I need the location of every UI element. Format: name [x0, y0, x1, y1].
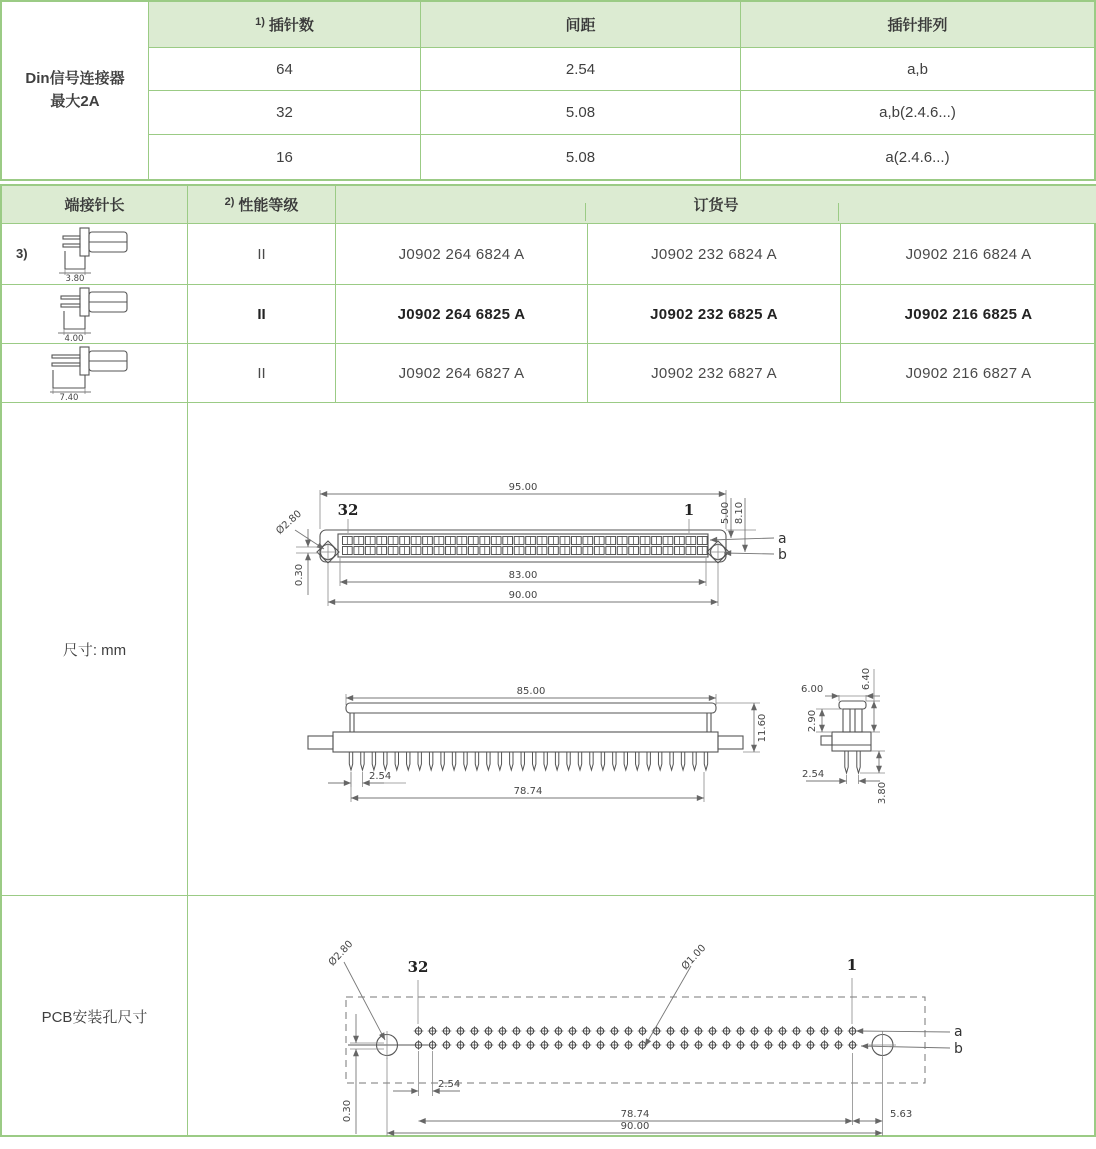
- header-pin-count: 1) 插针数: [148, 2, 420, 47]
- pcb-pin32-label: 32: [407, 958, 429, 976]
- dim-78-74: 78.74: [513, 786, 543, 797]
- footnote-3: 3): [16, 246, 28, 261]
- header-arrangement: 插针排列: [740, 2, 1094, 47]
- svg-text:7.40: 7.40: [59, 393, 78, 402]
- product-name-line1: Din信号连接器: [25, 70, 125, 87]
- pins-value: 16: [148, 134, 420, 179]
- order-number: J0902 264 6825 A: [335, 285, 587, 343]
- pcb-dim-90: 90.00: [620, 1121, 650, 1132]
- order-row: [2, 284, 1096, 343]
- pin-length-drawing-cell: [2, 224, 187, 284]
- order-number: J0902 216 6824 A: [840, 224, 1096, 284]
- end-view-pins: [845, 751, 860, 773]
- pcb-pin1-label: 1: [846, 956, 858, 974]
- order-number: J0902 232 6825 A: [587, 285, 840, 343]
- pcb-mount-hole-dia: Ø2.80: [326, 938, 356, 969]
- order-row: [2, 343, 1096, 402]
- dim-2-90: 2.90: [807, 709, 818, 733]
- header-grade: 2) 性能等级: [187, 186, 335, 223]
- spec-table: [0, 0, 1096, 181]
- product-name-line2: 最大2A: [50, 92, 100, 110]
- dim-8-1: 8.10: [734, 501, 745, 525]
- order-table-header: [2, 186, 1096, 223]
- pcb-dim-78-74: 78.74: [620, 1109, 650, 1120]
- order-and-drawing-table: [0, 184, 1096, 1137]
- header-pin-length: 端接针长: [2, 186, 187, 223]
- pitch-value: 2.54: [420, 47, 740, 90]
- pcb-row-a-label: a: [954, 1024, 963, 1040]
- dim-95: 95.00: [508, 482, 538, 493]
- row-b-label: b: [778, 547, 787, 563]
- arrangement-value: a(2.4.6...): [740, 134, 1094, 179]
- pin32-label: 32: [337, 501, 359, 519]
- order-number: J0902 216 6825 A: [840, 285, 1096, 343]
- header-pitch: 间距: [420, 2, 740, 47]
- pcb-drawing-area: [187, 896, 1096, 1136]
- connector-dimension-drawing: [188, 403, 1096, 893]
- order-number: J0902 216 6827 A: [840, 344, 1096, 402]
- order-number: J0902 264 6827 A: [335, 344, 587, 402]
- dim-5: 5.00: [720, 501, 731, 525]
- pcb-dim-5-63: 5.63: [890, 1109, 913, 1120]
- hole-dia-label: Ø2.80: [274, 508, 305, 537]
- contact-row-a: [343, 537, 708, 545]
- dimensions-section: [2, 402, 1096, 895]
- pitch-value: 5.08: [420, 90, 740, 134]
- dim-6-00: 6.00: [801, 684, 824, 695]
- pcb-section: [2, 895, 1096, 1136]
- dimensions-drawing-area: [187, 403, 1096, 895]
- pin-length-icon-7-40: [49, 344, 141, 402]
- contact-row-b: [343, 547, 708, 555]
- pin-length-icon-3-80: [49, 225, 141, 283]
- pins-value: 32: [148, 90, 420, 134]
- pcb-pin-holes: [414, 1026, 858, 1050]
- dim-90: 90.00: [508, 590, 538, 601]
- dim-85: 85.00: [516, 686, 546, 697]
- pcb-hole-drawing: [188, 896, 1096, 1136]
- dim-6-40: 6.40: [861, 667, 872, 691]
- svg-text:4.00: 4.00: [64, 334, 83, 343]
- pcb-dim-2-54: 2.54: [438, 1079, 461, 1090]
- row-a-label: a: [778, 531, 787, 547]
- arrangement-value: a,b(2.4.6...): [740, 90, 1094, 134]
- header-divider: [585, 203, 586, 221]
- dimensions-label: 尺寸: mm: [62, 641, 127, 659]
- pin-length-drawing-cell: [2, 285, 187, 343]
- dim-11-60: 11.60: [757, 713, 768, 743]
- dim-0-30: 0.30: [294, 563, 305, 587]
- dim-3-80: 3.80: [877, 781, 888, 805]
- pin-length-drawing-cell: [2, 344, 187, 402]
- pcb-dim-0-30: 0.30: [342, 1099, 353, 1123]
- order-row: [2, 223, 1096, 284]
- side-view-pins: [349, 752, 707, 770]
- pin1-label: 1: [683, 501, 695, 519]
- grade-value: II: [187, 224, 335, 284]
- order-number: J0902 232 6824 A: [587, 224, 840, 284]
- pcb-pin-hole-dia: Ø1.00: [679, 942, 709, 973]
- dim-2-54-side: 2.54: [369, 771, 392, 782]
- footnote-2: 2): [224, 195, 235, 208]
- header-order-no: 订货号: [335, 186, 1096, 223]
- pin-length-icon-4-00: [49, 285, 141, 343]
- pcb-row-b-label: b: [954, 1041, 963, 1057]
- arrangement-value: a,b: [740, 47, 1094, 90]
- footnote-1: 1): [255, 15, 265, 28]
- pins-value: 64: [148, 47, 420, 90]
- grade-value: II: [187, 344, 335, 402]
- dim-83: 83.00: [508, 570, 538, 581]
- svg-text:3.80: 3.80: [65, 274, 84, 283]
- pitch-value: 5.08: [420, 134, 740, 179]
- order-number: J0902 232 6827 A: [587, 344, 840, 402]
- dim-2-54-end: 2.54: [802, 769, 825, 780]
- product-name-cell: [2, 2, 148, 179]
- grade-value: II: [187, 285, 335, 343]
- pcb-label: PCB安装孔尺寸: [41, 1008, 148, 1026]
- header-divider: [838, 203, 839, 221]
- order-number: J0902 264 6824 A: [335, 224, 587, 284]
